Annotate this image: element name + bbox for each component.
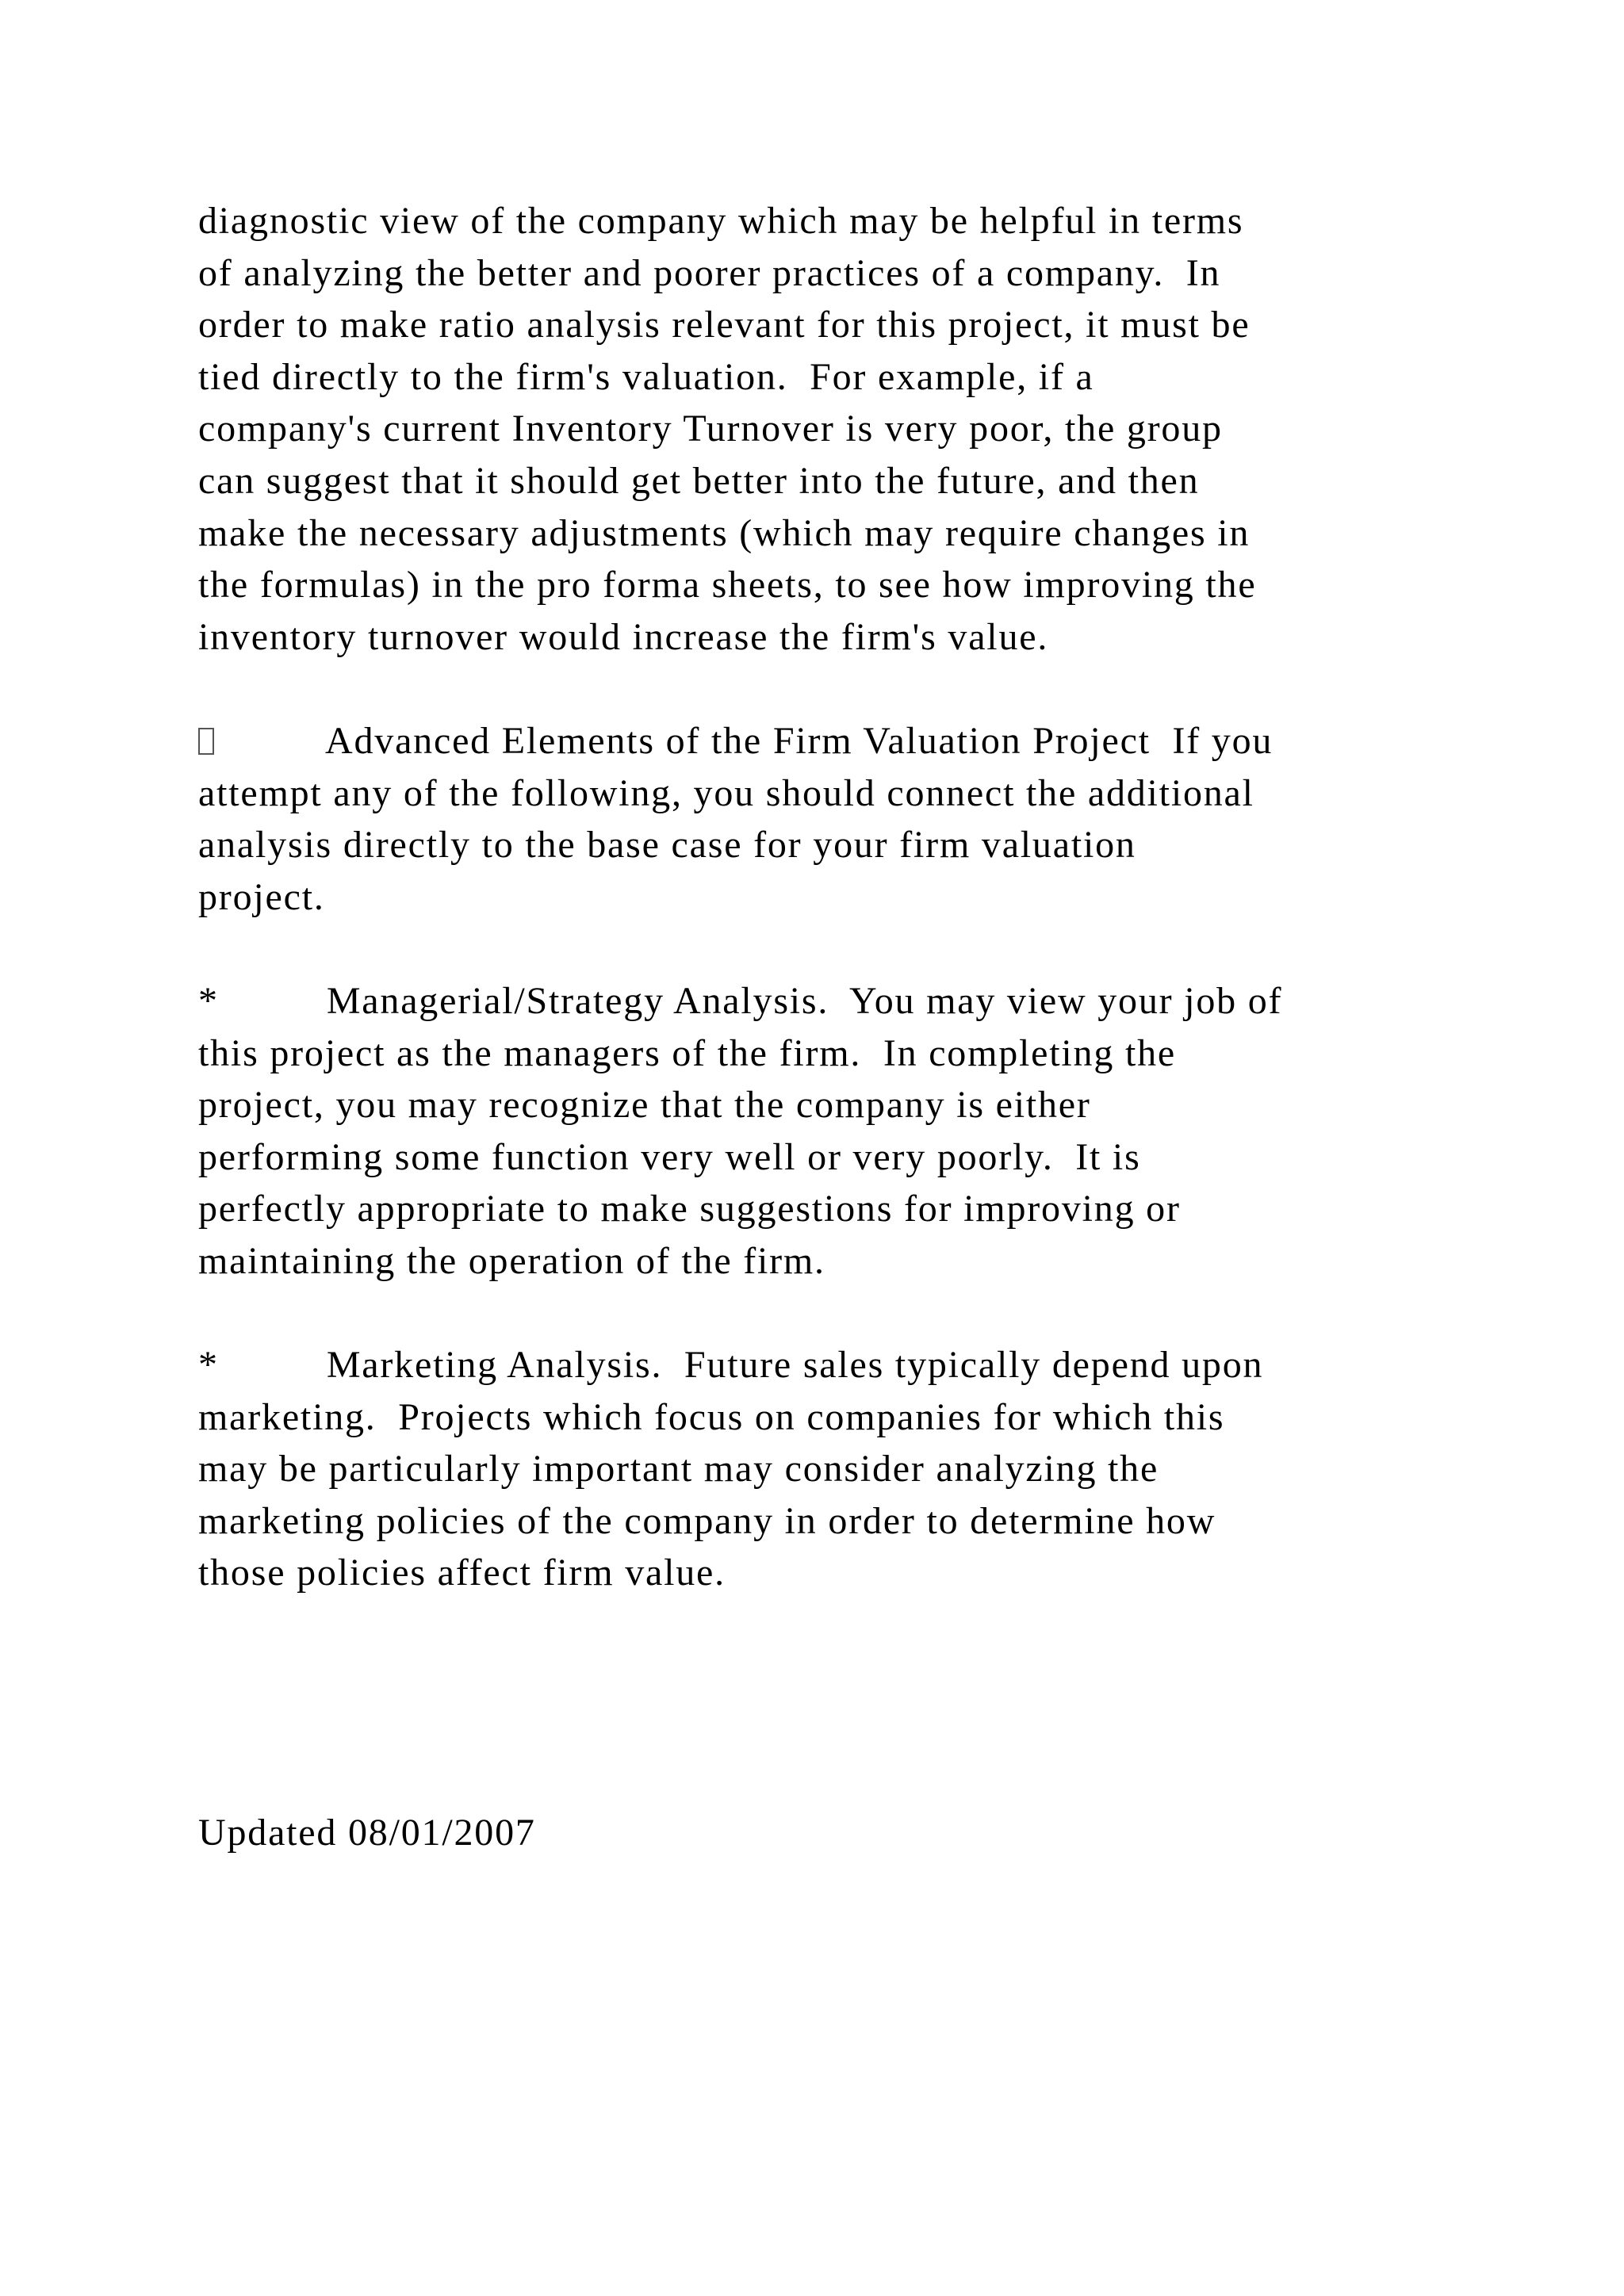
bullet-marker: * [198, 979, 219, 1022]
paragraph-line: can suggest that it should get better into the future, and then [198, 459, 1200, 502]
paragraph-line: may be particularly important may consider analyzing the [198, 1448, 1159, 1490]
paragraph-line: analysis directly to the base case for your firm valuation [198, 824, 1136, 867]
blank-line [198, 1287, 1483, 1339]
updated-date: Updated 08/01/2007 [198, 1812, 536, 1854]
paragraph-line: performing some function very well or very poorly. It is [198, 1135, 1141, 1178]
paragraph-line: make the necessary adjustments (which may require changes in [198, 511, 1251, 554]
blank-line [198, 663, 1483, 715]
paragraph-line: marketing policies of the company in order to determine how [198, 1499, 1216, 1542]
paragraph-line: project. [198, 875, 325, 918]
advanced-heading-line [198, 715, 1483, 767]
missing-glyph-icon [198, 728, 214, 755]
paragraph-line: perfectly appropriate to make suggestions for improving or [198, 1188, 1181, 1230]
blank-line [198, 923, 1483, 975]
paragraph-line: the formulas) in the pro forma sheets, to see how improving the [198, 564, 1257, 607]
vertical-spacer [198, 1599, 1483, 1807]
paragraph-line: order to make ratio analysis relevant for this project, it must be [198, 304, 1251, 346]
paragraph-line: inventory turnover would increase the firm's value. [198, 615, 1049, 658]
marketing-heading-line [198, 1339, 1483, 1391]
marketing-heading-text: Marketing Analysis. Future sales typically depend upon [326, 1344, 1264, 1387]
paragraph-line: attempt any of the following, you should connect the additional [198, 771, 1254, 814]
managerial-heading-line [198, 975, 1483, 1027]
managerial-heading-text: Managerial/Strategy Analysis. You may view your job of [326, 979, 1283, 1022]
paragraph-line: those policies affect firm value. [198, 1552, 726, 1594]
advanced-heading-text: Advanced Elements of the Firm Valuation Project If you [325, 719, 1274, 762]
paragraph-line: marketing. Projects which focus on companies for which this [198, 1395, 1225, 1438]
paragraph-line: this project as the managers of the firm. In completing the [198, 1031, 1176, 1074]
paragraph-line: maintaining the operation of the firm. [198, 1239, 825, 1282]
paragraph-line: diagnostic view of the company which may be helpful in terms [198, 200, 1244, 242]
bullet-marker: * [198, 1344, 219, 1387]
paragraph-line: of analyzing the better and poorer practices of a company. In [198, 251, 1221, 294]
paragraph-line: project, you may recognize that the company is either [198, 1084, 1091, 1127]
paragraph-line: tied directly to the firm's valuation. For example, if a [198, 355, 1094, 398]
document-body [198, 195, 1483, 1859]
paragraph-line: company's current Inventory Turnover is very poor, the group [198, 408, 1223, 450]
